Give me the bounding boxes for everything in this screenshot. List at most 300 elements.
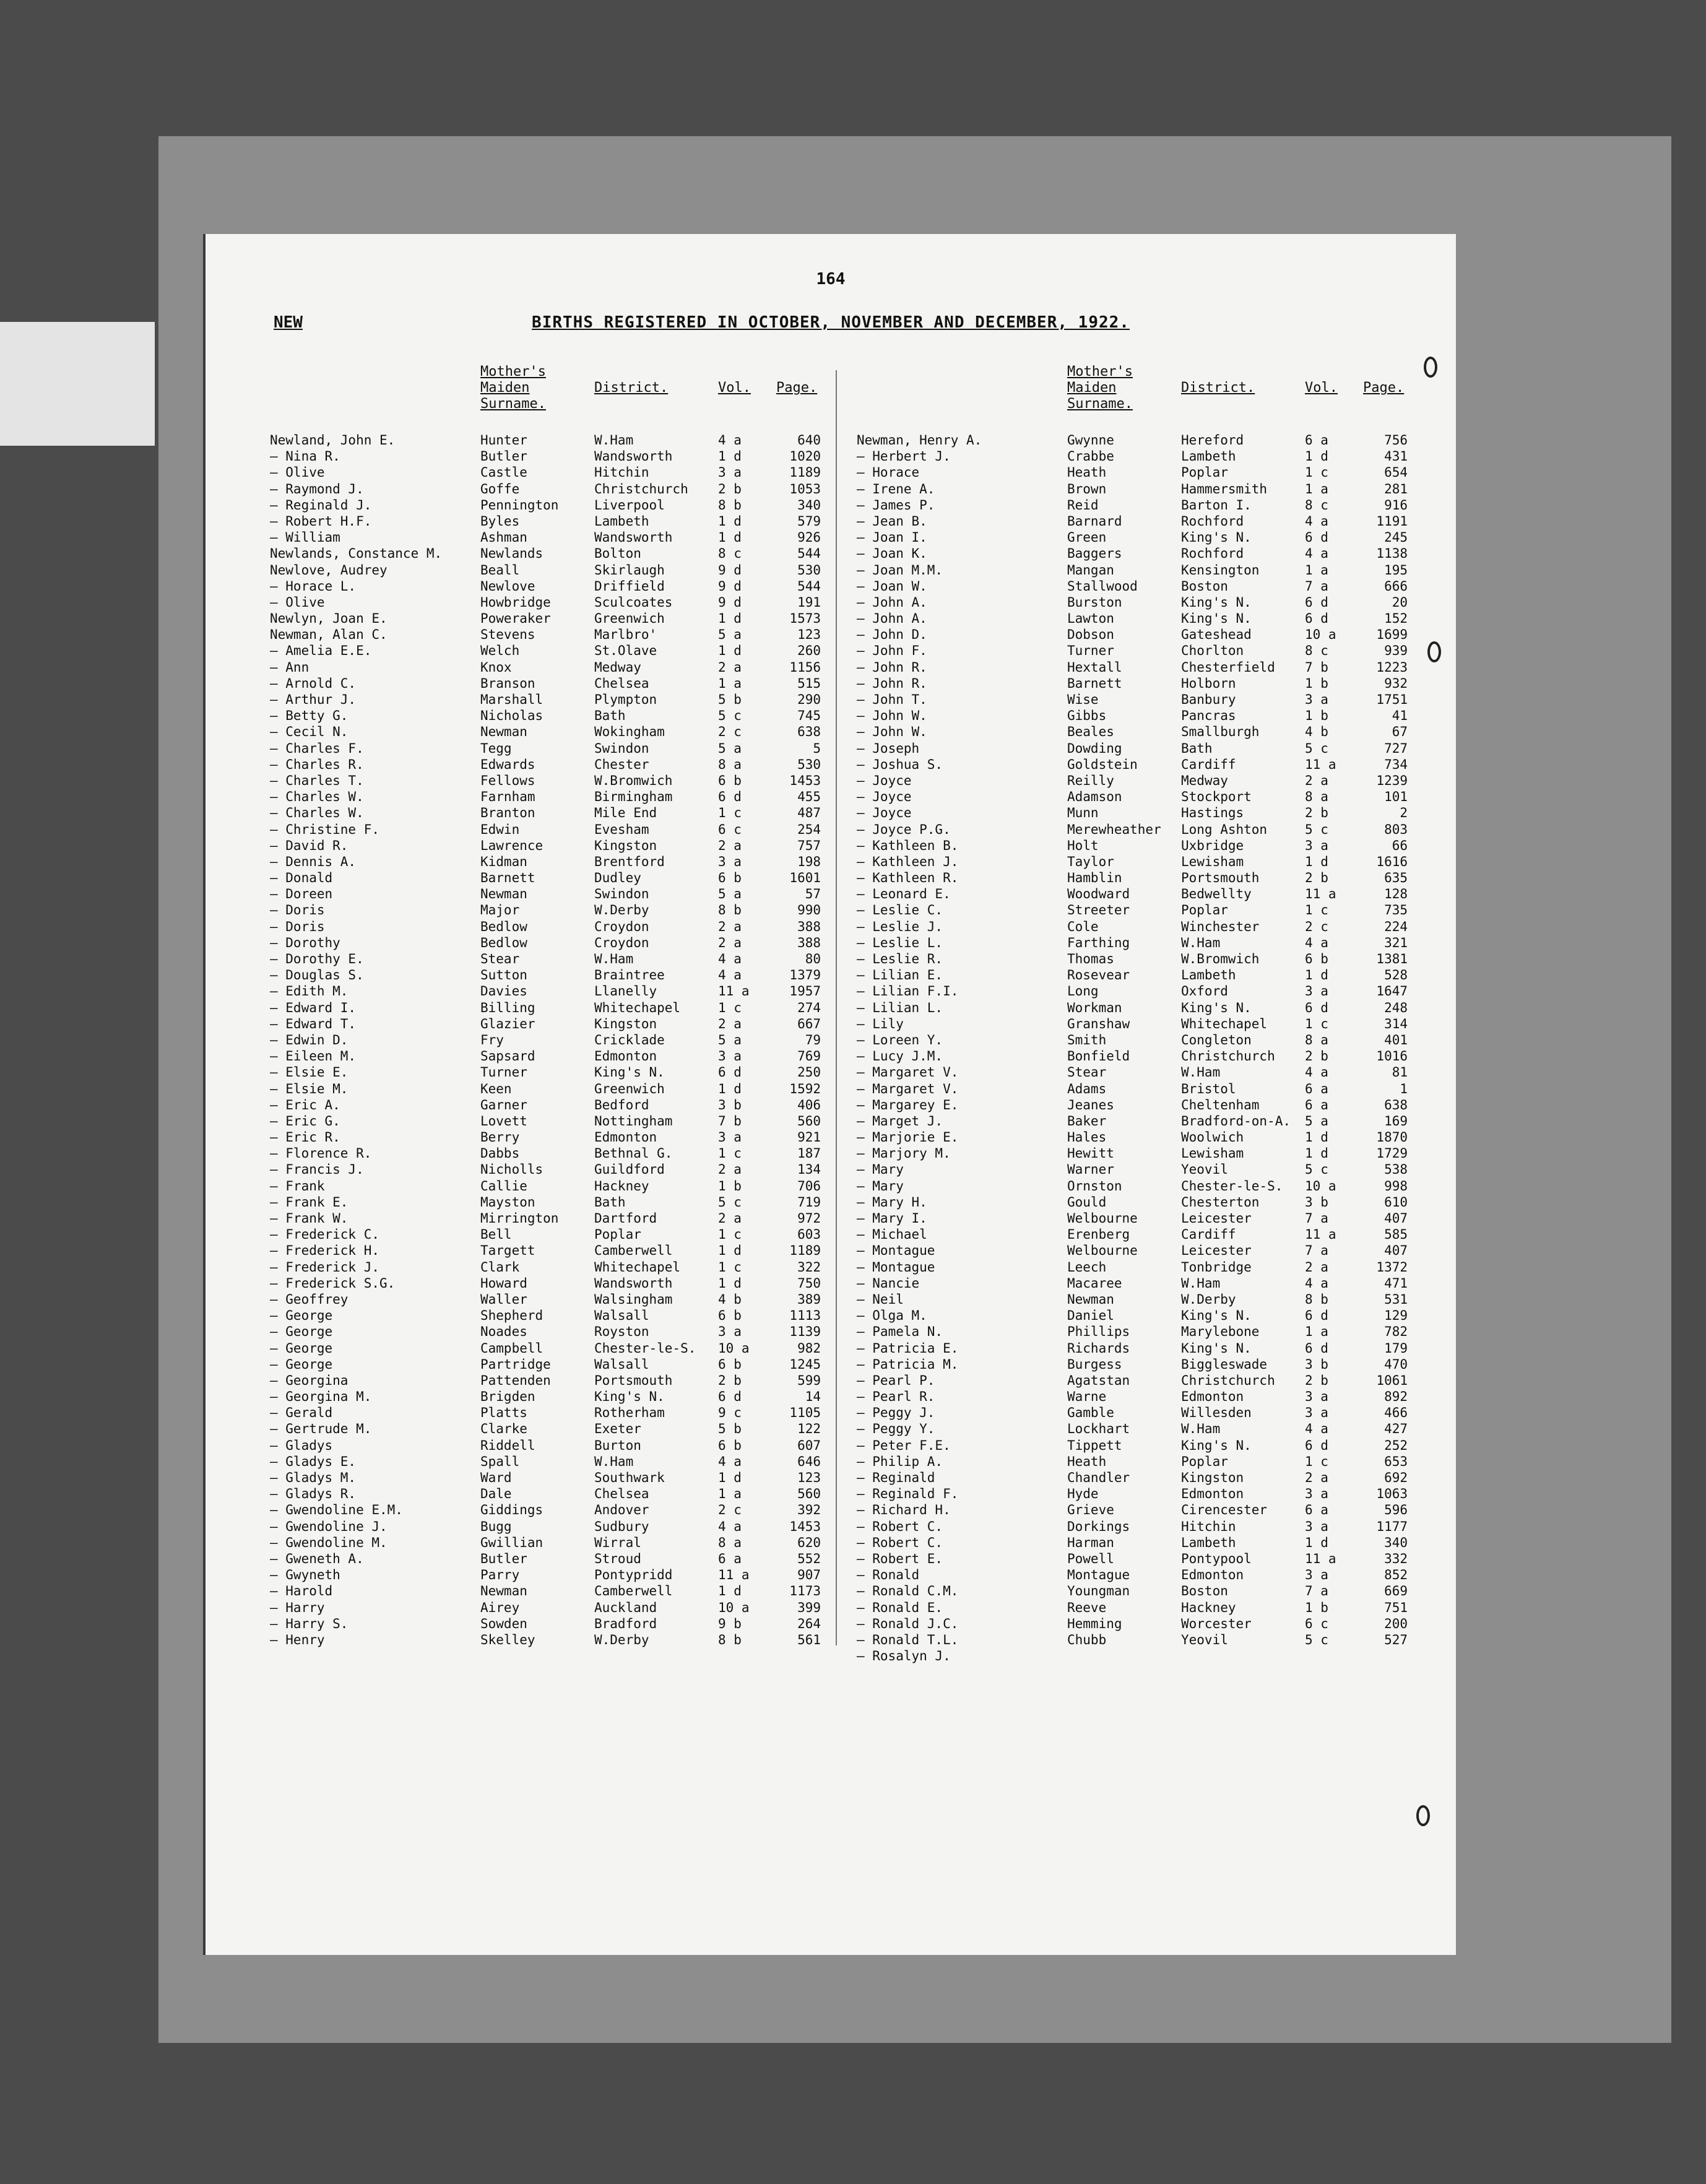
- entry-volume: 5 c: [1305, 1162, 1328, 1177]
- entry-maiden-surname: Newlands: [480, 546, 543, 561]
- entry-maiden-surname: Crabbe: [1067, 449, 1114, 464]
- entry-page: 972: [797, 1211, 821, 1226]
- entry-page: 340: [797, 497, 821, 513]
- table-row: [270, 1421, 877, 1437]
- table-row: [270, 1178, 877, 1194]
- entry-name: — Raymond J.: [270, 481, 364, 496]
- entry-name: — John T.: [857, 692, 927, 707]
- entry-page: 692: [1384, 1470, 1408, 1485]
- entry-maiden-surname: Shepherd: [480, 1308, 543, 1324]
- table-row: [857, 1048, 1463, 1064]
- entry-district: Chesterton: [1181, 1194, 1260, 1210]
- entry-page: 782: [1384, 1324, 1408, 1340]
- entry-page: 667: [797, 1016, 821, 1031]
- table-row: [270, 1307, 877, 1324]
- entry-name: — Mary: [857, 1162, 904, 1177]
- entry-maiden-surname: Lawrence: [480, 838, 543, 853]
- entry-maiden-surname: Stear: [1067, 1065, 1107, 1080]
- entry-name: — Nancie: [857, 1275, 920, 1291]
- entry-volume: 4 a: [1305, 1065, 1328, 1080]
- entry-maiden-surname: Nicholas: [480, 708, 543, 724]
- entry-volume: 8 b: [718, 497, 742, 513]
- table-row: [270, 1226, 877, 1242]
- entry-volume: 5 c: [718, 708, 742, 724]
- entry-maiden-surname: Taylor: [1067, 854, 1114, 869]
- entry-maiden-surname: Burgess: [1067, 1356, 1122, 1372]
- entry-page: 1870: [1376, 1130, 1408, 1145]
- entry-maiden-surname: Clarke: [480, 1421, 527, 1437]
- entry-maiden-surname: Callie: [480, 1178, 527, 1194]
- entry-name: — Reginald J.: [270, 497, 372, 513]
- entry-page: 67: [1392, 724, 1408, 740]
- table-row: [857, 1210, 1463, 1226]
- entry-district: Cirencester: [1181, 1502, 1268, 1518]
- entry-page: 706: [797, 1178, 821, 1194]
- entry-volume: 3 a: [1305, 1486, 1328, 1502]
- entry-maiden-surname: Giddings: [480, 1502, 543, 1518]
- entry-name: — Ronald C.M.: [857, 1584, 959, 1599]
- entry-maiden-surname: Farthing: [1067, 935, 1130, 950]
- entry-name: — Henry: [270, 1632, 325, 1647]
- entry-name: — Eileen M.: [270, 1049, 357, 1064]
- entry-name: — Richard H.: [857, 1502, 951, 1518]
- entry-page: 187: [797, 1146, 821, 1161]
- entry-name: — Margaret V.: [857, 1065, 959, 1080]
- entry-maiden-surname: Erenberg: [1067, 1227, 1130, 1242]
- entry-district: Leicester: [1181, 1243, 1252, 1259]
- vol-header: Vol.: [718, 380, 751, 396]
- entry-maiden-surname: Stallwood: [1067, 578, 1138, 594]
- entry-maiden-surname: Lockhart: [1067, 1421, 1130, 1437]
- entry-name: — Edwin D.: [270, 1032, 349, 1047]
- entry-volume: 1 b: [1305, 1600, 1328, 1615]
- entry-volume: 1 d: [1305, 1130, 1328, 1145]
- table-row: [857, 1000, 1463, 1016]
- entry-maiden-surname: Barnett: [480, 870, 535, 886]
- entry-volume: 1 c: [718, 1227, 742, 1242]
- entry-volume: 1 c: [1305, 1454, 1328, 1469]
- entry-page: 638: [1384, 1097, 1408, 1112]
- entry-maiden-surname: Garner: [480, 1097, 527, 1112]
- entry-district: W.Ham: [1181, 935, 1221, 950]
- entry-volume: 5 b: [718, 1421, 742, 1437]
- entry-volume: 4 a: [1305, 546, 1328, 561]
- entry-district: Lambeth: [1181, 449, 1236, 464]
- entry-maiden-surname: Newman: [480, 886, 527, 902]
- entry-volume: 6 c: [1305, 1616, 1328, 1631]
- table-row: [857, 1129, 1463, 1145]
- table-row: [270, 1032, 877, 1048]
- table-row: [857, 675, 1463, 691]
- entry-volume: 9 d: [718, 562, 742, 578]
- entry-name: — Peggy J.: [857, 1405, 935, 1421]
- entry-page: 129: [1384, 1308, 1408, 1324]
- entry-district: King's N.: [1181, 1308, 1252, 1324]
- entry-name: — Gwyneth: [270, 1567, 340, 1583]
- entry-name: — Neil: [857, 1291, 904, 1307]
- entry-name: — Robert E.: [857, 1551, 943, 1566]
- entry-maiden-surname: Platts: [480, 1405, 527, 1421]
- entry-page: 471: [1384, 1275, 1408, 1291]
- entry-maiden-surname: Rosevear: [1067, 968, 1130, 983]
- entry-page: 152: [1384, 611, 1408, 626]
- entry-maiden-surname: Grieve: [1067, 1502, 1114, 1518]
- entry-name: — Robert C.: [857, 1519, 943, 1534]
- entry-volume: 4 b: [1305, 724, 1328, 740]
- entry-district: Kingston: [1181, 1470, 1244, 1485]
- table-row: [857, 708, 1463, 724]
- entry-volume: 2 a: [718, 1211, 742, 1226]
- entry-maiden-surname: Dobson: [1067, 627, 1114, 643]
- entry-name: — Joan W.: [857, 578, 927, 594]
- entry-page: 252: [1384, 1437, 1408, 1453]
- table-row: [857, 626, 1463, 643]
- table-row: [270, 1454, 877, 1470]
- entry-volume: 1 b: [718, 1178, 742, 1194]
- entry-district: Hackney: [594, 1178, 649, 1194]
- entry-volume: 1 a: [1305, 481, 1328, 496]
- entry-name: — Harry: [270, 1600, 325, 1615]
- entry-page: 653: [1384, 1454, 1408, 1469]
- entry-volume: 1 d: [718, 611, 742, 626]
- entry-name: — Gertrude M.: [270, 1421, 372, 1437]
- entry-name: — Joyce P.G.: [857, 821, 951, 837]
- entry-volume: 1 d: [1305, 1535, 1328, 1550]
- entry-page: 1592: [789, 1081, 821, 1096]
- entry-page: 1381: [1376, 951, 1408, 966]
- entry-district: Cardiff: [1181, 756, 1236, 772]
- entry-volume: 10 a: [1305, 627, 1336, 643]
- entry-maiden-surname: Partridge: [480, 1356, 551, 1372]
- entry-name: — Frank E.: [270, 1194, 349, 1210]
- entry-district: Pancras: [1181, 708, 1236, 724]
- entry-name: — Michael: [857, 1227, 927, 1242]
- table-row: [270, 1161, 877, 1177]
- entry-name: Newman, Henry A.: [857, 433, 982, 448]
- entry-maiden-surname: Richards: [1067, 1340, 1130, 1356]
- entry-name: — Joyce: [857, 789, 912, 805]
- entry-name: — Cecil N.: [270, 724, 349, 740]
- table-row: [270, 1437, 877, 1454]
- entry-district: King's N.: [1181, 530, 1252, 545]
- entry-volume: 11 a: [718, 984, 750, 999]
- entry-maiden-surname: Sutton: [480, 968, 527, 983]
- entry-page: 41: [1392, 708, 1408, 724]
- entry-name: — Frank W.: [270, 1211, 349, 1226]
- entry-name: — Marget J.: [857, 1113, 943, 1129]
- entry-volume: 6 b: [718, 1437, 742, 1453]
- table-row: [270, 1064, 877, 1080]
- table-row: [270, 1194, 877, 1210]
- table-row: [270, 1340, 877, 1356]
- entry-page: 560: [797, 1486, 821, 1502]
- table-row: [270, 643, 877, 659]
- entry-maiden-surname: Warner: [1067, 1162, 1114, 1177]
- entry-name: — Olive: [270, 594, 325, 610]
- entry-maiden-surname: Glazier: [480, 1016, 535, 1031]
- entry-district: W.Ham: [594, 951, 634, 966]
- entry-maiden-surname: Leech: [1067, 1259, 1107, 1275]
- entry-page: 274: [797, 1000, 821, 1015]
- table-row: [270, 513, 877, 529]
- entry-volume: 7 a: [1305, 578, 1328, 594]
- table-row: [857, 578, 1463, 594]
- table-row: [270, 594, 877, 610]
- table-row: [270, 740, 877, 756]
- entry-page: 620: [797, 1535, 821, 1550]
- entry-maiden-surname: Stear: [480, 951, 520, 966]
- entry-maiden-surname: Reilly: [1067, 773, 1114, 788]
- left-column: [270, 364, 877, 1648]
- entry-district: Kingston: [594, 1016, 657, 1031]
- entry-volume: 8 b: [718, 903, 742, 918]
- table-row: [270, 1486, 877, 1502]
- entry-page: 1156: [789, 659, 821, 675]
- entry-maiden-surname: Noades: [480, 1324, 527, 1340]
- entry-maiden-surname: Hales: [1067, 1130, 1107, 1145]
- table-row: [857, 1113, 1463, 1129]
- entry-maiden-surname: Fellows: [480, 773, 535, 788]
- table-row: [270, 1632, 877, 1648]
- entry-name: — George: [270, 1356, 333, 1372]
- entry-name: — Montague: [857, 1243, 935, 1259]
- entry-page: 224: [1384, 919, 1408, 934]
- entry-district: Rochford: [1181, 546, 1244, 561]
- entry-district: Pontypool: [1181, 1551, 1252, 1566]
- entry-name: — Peter F.E.: [857, 1437, 951, 1453]
- entry-page: 1139: [789, 1324, 821, 1340]
- entry-volume: 3 a: [718, 1130, 742, 1145]
- entry-page: 599: [797, 1372, 821, 1388]
- entry-name: — Pamela N.: [857, 1324, 943, 1340]
- entry-volume: 3 a: [718, 1324, 742, 1340]
- district-header: District.: [594, 380, 669, 396]
- entry-name: — Patricia M.: [857, 1356, 959, 1372]
- table-row: [270, 481, 877, 497]
- entry-maiden-surname: Mirrington: [480, 1211, 559, 1226]
- entry-volume: 7 a: [1305, 1243, 1328, 1259]
- entry-name: — Philip A.: [857, 1454, 943, 1469]
- scanner-edge-strip: [0, 322, 155, 446]
- entry-page: 388: [797, 935, 821, 950]
- entry-maiden-surname: Agatstan: [1067, 1372, 1130, 1388]
- entry-maiden-surname: Bonfield: [1067, 1049, 1130, 1064]
- entry-maiden-surname: Farnham: [480, 789, 535, 805]
- entry-district: Wokingham: [594, 724, 665, 740]
- entry-maiden-surname: Branson: [480, 675, 535, 691]
- entry-maiden-surname: Mayston: [480, 1194, 535, 1210]
- entry-district: Whitechapel: [594, 1259, 681, 1275]
- page-title: BIRTHS REGISTERED IN OCTOBER, NOVEMBER AND DECEMBER, 1922.: [532, 313, 1130, 332]
- entry-maiden-surname: Holt: [1067, 838, 1099, 853]
- entry-name: — Christine F.: [270, 821, 380, 837]
- entry-name: — Charles W.: [270, 789, 364, 805]
- entry-district: Mile End: [594, 805, 657, 821]
- entry-volume: 1 c: [1305, 465, 1328, 480]
- entry-page: 544: [797, 546, 821, 561]
- entry-volume: 1 a: [1305, 1324, 1328, 1340]
- entry-maiden-surname: Clark: [480, 1259, 520, 1275]
- entry-volume: 6 d: [718, 789, 742, 805]
- entry-name: — Olive: [270, 465, 325, 480]
- entry-name: — Pearl P.: [857, 1372, 935, 1388]
- entry-name: — Mary I.: [857, 1211, 927, 1226]
- entry-maiden-surname: Campbell: [480, 1340, 543, 1356]
- entry-page: 1061: [1376, 1372, 1408, 1388]
- entry-volume: 5 a: [718, 740, 742, 756]
- entry-name: — Horace: [857, 465, 920, 480]
- entry-district: Cricklade: [594, 1032, 665, 1047]
- entry-page: 200: [1384, 1616, 1408, 1631]
- entry-volume: 4 a: [718, 433, 742, 448]
- entry-page: 1016: [1376, 1049, 1408, 1064]
- entry-district: Camberwell: [594, 1584, 673, 1599]
- entry-maiden-surname: Berry: [480, 1130, 520, 1145]
- entry-page: 399: [797, 1600, 821, 1615]
- table-row: [857, 691, 1463, 708]
- entry-page: 1189: [789, 1243, 821, 1259]
- entry-volume: 1 d: [718, 530, 742, 545]
- entry-name: — Arthur J.: [270, 692, 357, 707]
- entry-name: — William: [270, 530, 340, 545]
- entry-district: Brentford: [594, 854, 665, 869]
- table-row: [857, 1600, 1463, 1616]
- table-row: [857, 902, 1463, 918]
- entry-volume: 2 a: [718, 1162, 742, 1177]
- entry-volume: 6 c: [718, 821, 742, 837]
- entry-volume: 4 a: [1305, 1275, 1328, 1291]
- entry-page: 719: [797, 1194, 821, 1210]
- table-row: [270, 902, 877, 918]
- entry-volume: 4 a: [1305, 1421, 1328, 1437]
- entry-maiden-surname: Marshall: [480, 692, 543, 707]
- entry-district: Congleton: [1181, 1032, 1252, 1047]
- entry-name: — Marjorie E.: [857, 1130, 959, 1145]
- entry-district: Oxford: [1181, 984, 1228, 999]
- entry-volume: 4 a: [1305, 513, 1328, 529]
- entry-district: Chelsea: [594, 1486, 649, 1502]
- entry-maiden-surname: Mangan: [1067, 562, 1114, 578]
- entry-name: — George: [270, 1324, 333, 1340]
- entry-name: — Robert C.: [857, 1535, 943, 1550]
- entry-page: 191: [797, 594, 821, 610]
- maiden-header: Mother's Maiden Surname.: [1067, 364, 1133, 412]
- entry-district: Croydon: [594, 919, 649, 934]
- table-row: [857, 983, 1463, 999]
- entry-district: Guildford: [594, 1162, 665, 1177]
- entry-volume: 6 b: [718, 1356, 742, 1372]
- entry-district: Gateshead: [1181, 627, 1252, 643]
- entry-maiden-surname: Heath: [1067, 465, 1107, 480]
- entry-maiden-surname: Long: [1067, 984, 1099, 999]
- entry-page: 735: [1384, 903, 1408, 918]
- entry-district: W.Ham: [594, 1454, 634, 1469]
- table-row: [857, 529, 1463, 545]
- entry-volume: 9 b: [718, 1616, 742, 1631]
- entry-maiden-surname: Ward: [480, 1470, 512, 1485]
- entry-volume: 1 d: [718, 1584, 742, 1599]
- entry-district: King's N.: [594, 1065, 665, 1080]
- entry-district: Walsall: [594, 1356, 649, 1372]
- entry-district: Whitechapel: [1181, 1016, 1268, 1031]
- entry-maiden-surname: Lovett: [480, 1113, 527, 1129]
- entry-page: 80: [805, 951, 821, 966]
- entry-volume: 6 b: [718, 1308, 742, 1324]
- entry-volume: 10 a: [718, 1340, 750, 1356]
- entry-maiden-surname: Barnard: [1067, 513, 1122, 529]
- entry-maiden-surname: Sapsard: [480, 1049, 535, 1064]
- entry-district: Andover: [594, 1502, 649, 1518]
- entry-district: Winchester: [1181, 919, 1260, 934]
- entry-page: 916: [1384, 497, 1408, 513]
- entry-district: Cardiff: [1181, 1227, 1236, 1242]
- entry-name: — Peggy Y.: [857, 1421, 935, 1437]
- entry-name: — Betty G.: [270, 708, 349, 724]
- entry-name: — Edward I.: [270, 1000, 357, 1015]
- entry-volume: 1 d: [718, 449, 742, 464]
- entry-name: — John A.: [857, 594, 927, 610]
- table-row: [857, 1632, 1463, 1648]
- entry-name: — Ronald: [857, 1567, 920, 1583]
- entry-maiden-surname: Ornston: [1067, 1178, 1122, 1194]
- entry-page: 407: [1384, 1211, 1408, 1226]
- entry-page: 1239: [1376, 773, 1408, 788]
- entry-district: Wandsworth: [594, 1275, 673, 1291]
- entry-district: Portsmouth: [594, 1372, 673, 1388]
- entry-volume: 4 a: [718, 968, 742, 983]
- entry-page: 250: [797, 1065, 821, 1080]
- table-row: [270, 1519, 877, 1535]
- entry-page: 530: [797, 562, 821, 578]
- entry-page: 926: [797, 530, 821, 545]
- entry-name: — George: [270, 1340, 333, 1356]
- entry-name: — Eric R.: [270, 1130, 340, 1145]
- table-row: [857, 481, 1463, 497]
- entry-page: 401: [1384, 1032, 1408, 1047]
- entry-name: — Frederick H.: [270, 1243, 380, 1259]
- entry-volume: 5 a: [1305, 1113, 1328, 1129]
- entry-volume: 3 a: [1305, 1389, 1328, 1405]
- entry-district: Christchurch: [1181, 1049, 1275, 1064]
- entry-name: — Charles T.: [270, 773, 364, 788]
- entry-page: 750: [797, 1275, 821, 1291]
- table-row: [857, 1356, 1463, 1372]
- entry-district: Edmonton: [1181, 1389, 1244, 1405]
- entry-volume: 1 d: [1305, 1146, 1328, 1161]
- entry-page: 530: [797, 756, 821, 772]
- entry-district: Kingston: [594, 838, 657, 853]
- entry-maiden-surname: Goffe: [480, 481, 520, 496]
- table-row: [857, 1372, 1463, 1389]
- entry-name: — Arnold C.: [270, 675, 357, 691]
- entry-maiden-surname: Pennington: [480, 497, 559, 513]
- entry-name: — Leslie J.: [857, 919, 943, 934]
- entry-page: 654: [1384, 465, 1408, 480]
- entry-name: — Harry S.: [270, 1616, 349, 1631]
- entry-maiden-surname: Waller: [480, 1291, 527, 1307]
- table-row: [857, 951, 1463, 967]
- entry-district: Barton I.: [1181, 497, 1252, 513]
- entry-maiden-surname: Goldstein: [1067, 756, 1138, 772]
- entry-name: — Elsie M.: [270, 1081, 349, 1096]
- entry-volume: 8 c: [718, 546, 742, 561]
- entry-maiden-surname: Edwin: [480, 821, 520, 837]
- entry-page: 939: [1384, 643, 1408, 659]
- entry-district: Camberwell: [594, 1243, 673, 1259]
- entry-maiden-surname: Turner: [480, 1065, 527, 1080]
- entry-name: — John F.: [857, 643, 927, 659]
- entry-volume: 2 c: [718, 1502, 742, 1518]
